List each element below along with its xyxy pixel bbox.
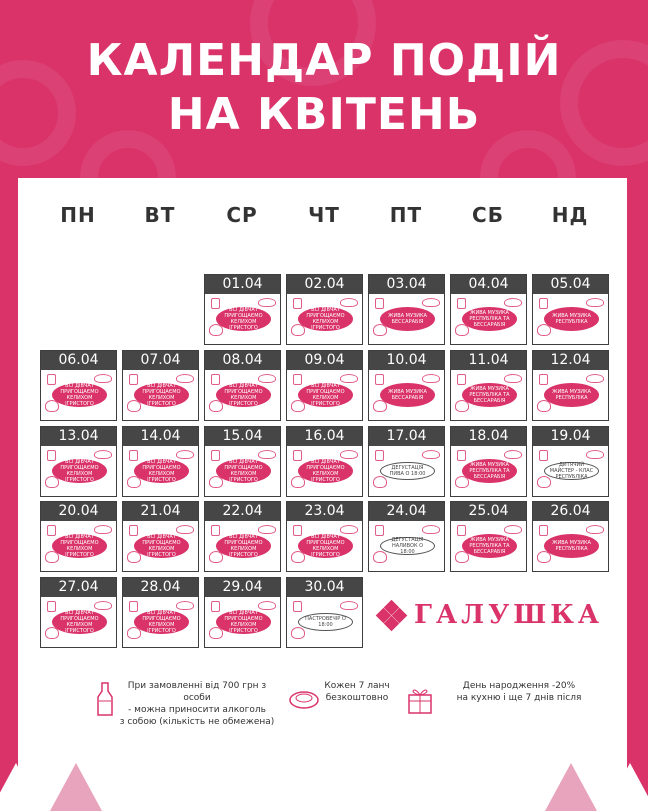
event-label: ЖИВА МУЗИКА РЕСПУБЛІКА ТА БЕССАРАБІЯ [462,459,517,483]
day-date: 09.04 [287,351,362,370]
day-cell[interactable] [532,274,609,345]
doodle-icon [47,525,56,536]
weekday-label: ПТ [389,203,423,227]
doodle-icon [47,450,56,461]
day-date: 10.04 [369,351,444,370]
day-cell[interactable] [450,274,527,345]
day-cell[interactable] [450,350,527,421]
doodle-icon [457,450,466,461]
day-date: 25.04 [451,502,526,521]
page-title [0,34,648,142]
doodle-icon [539,450,548,461]
day-cell[interactable] [368,501,445,572]
doodle-icon [293,450,302,461]
gift-icon [404,681,440,717]
day-cell[interactable] [286,426,363,497]
day-date: 30.04 [287,578,362,597]
title-line-2: НА КВІТЕНЬ [167,89,481,140]
day-date: 16.04 [287,427,362,446]
doodle-icon [94,374,112,383]
day-cell[interactable] [368,350,445,421]
event-label: ЖИВА МУЗИКА РЕСПУБЛІКА [544,307,599,331]
day-date: 06.04 [41,351,116,370]
doodle-icon [340,601,358,610]
pennant-decor [0,763,42,811]
day-cell[interactable] [286,501,363,572]
doodle-icon [586,450,604,459]
title-line-1: КАЛЕНДАР ПОДІЙ [86,35,562,86]
event-label: ВСІ ДІВЧАТ ПРИГОЩАЄМО КЕЛИХОМ ІГРИСТОГО [134,534,189,558]
event-label: ЖИВА МУЗИКА РЕСПУБЛІКА ТА БЕССАРАБІЯ [462,383,517,407]
doodle-icon [176,450,194,459]
day-date: 04.04 [451,275,526,294]
day-date: 20.04 [41,502,116,521]
bottle-icon [94,681,116,717]
doodle-icon [422,525,440,534]
event-label: ДЕГУСТАЦІЯ ПИВА О 18:00 [380,462,435,480]
doodle-icon [422,374,440,383]
day-cell[interactable] [122,426,199,497]
doodle-icon [375,298,384,309]
info-alcohol: При замовленні від 700 грн з особи - можна приносити алкоголь з собою (кількість не обмежена) [119,681,275,727]
doodle-icon [211,525,220,536]
doodle-icon [375,374,384,385]
day-date: 22.04 [205,502,280,521]
day-date: 29.04 [205,578,280,597]
event-label: ЖИВА МУЗИКА БЕССАРАБІЯ [380,307,435,331]
day-cell[interactable] [286,350,363,421]
day-date: 21.04 [123,502,198,521]
day-date: 26.04 [533,502,608,521]
event-label: ЖИВА МУЗИКА БЕССАРАБІЯ [380,383,435,407]
day-cell[interactable] [204,426,281,497]
day-date: 27.04 [41,578,116,597]
day-cell[interactable] [532,501,609,572]
doodle-icon [258,450,276,459]
day-date: 17.04 [369,427,444,446]
doodle-icon [340,374,358,383]
doodle-icon [211,374,220,385]
event-label: ВСІ ДІВЧАТ ПРИГОЩАЄМО КЕЛИХОМ ІГРИСТОГО [52,534,107,558]
day-date: 13.04 [41,427,116,446]
event-label: ВСІ ДІВЧАТ ПРИГОЩАЄМО КЕЛИХОМ ІГРИСТОГО [52,383,107,407]
day-date: 15.04 [205,427,280,446]
event-label: ВСІ ДІВЧАТ ПРИГОЩАЄМО КЕЛИХОМ ІГРИСТОГО [52,610,107,634]
day-date: 12.04 [533,351,608,370]
doodle-icon [586,374,604,383]
info-birthday: День народження -20% на кухню і ще 7 днів після [456,681,582,703]
logo-text: ГАЛУШКА [414,600,604,630]
day-cell[interactable] [122,577,199,648]
day-date: 01.04 [205,275,280,294]
day-cell[interactable] [368,274,445,345]
doodle-icon [258,374,276,383]
logo-mark-icon [378,602,404,628]
day-date: 24.04 [369,502,444,521]
day-cell[interactable] [40,426,117,497]
doodle-icon [94,450,112,459]
day-cell[interactable] [122,501,199,572]
event-label: ДИТЯЧИЙ МАЙСТЕР - КЛАС РЕСПУБЛІКА [544,462,599,480]
event-label: ЖИВА МУЗИКА РЕСПУБЛІКА [544,383,599,407]
info-lunch: Кожен 7 ланч безкоштовно [324,681,390,703]
doodle-icon [457,374,466,385]
day-cell[interactable] [450,426,527,497]
event-label: ВСІ ДІВЧАТ ПРИГОЩАЄМО КЕЛИХОМ ІГРИСТОГО [134,383,189,407]
doodle-icon [176,601,194,610]
doodle-icon [293,374,302,385]
event-label: ВСІ ДІВЧАТ ПРИГОЩАЄМО КЕЛИХОМ ІГРИСТОГО [52,459,107,483]
doodle-icon [293,601,302,612]
day-date: 03.04 [369,275,444,294]
doodle-icon [211,298,220,309]
event-label: ЖИВА МУЗИКА РЕСПУБЛІКА ТА БЕССАРАБІЯ [462,534,517,558]
day-cell[interactable] [286,577,363,648]
doodle-icon [504,374,522,383]
doodle-icon [293,525,302,536]
doodle-icon [94,525,112,534]
event-label: ВСІ ДІВЧАТ ПРИГОЩАЄМО КЕЛИХОМ ІГРИСТОГО [298,307,353,331]
day-date: 23.04 [287,502,362,521]
day-cell[interactable] [368,426,445,497]
event-label: ВСІ ДІВЧАТ ПРИГОЩАЄМО КЕЛИХОМ ІГРИСТОГО [298,459,353,483]
event-label: ВСІ ДІВЧАТ ПРИГОЩАЄМО КЕЛИХОМ ІГРИСТОГО [216,534,271,558]
event-label: ЖИВА МУЗИКА РЕСПУБЛІКА [544,534,599,558]
weekday-label: ВТ [144,203,176,227]
doodle-icon [47,374,56,385]
day-cell[interactable] [40,501,117,572]
doodle-icon [258,525,276,534]
day-date: 07.04 [123,351,198,370]
weekday-label: НД [551,203,589,227]
day-cell[interactable] [532,426,609,497]
doodle-icon [375,450,384,461]
event-label: ВСІ ДІВЧАТ ПРИГОЩАЄМО КЕЛИХОМ ІГРИСТОГО [134,459,189,483]
day-cell[interactable] [286,274,363,345]
pennant-decor [545,763,597,811]
day-cell[interactable] [204,274,281,345]
doodle-icon [373,476,387,488]
doodle-icon [539,525,548,536]
day-date: 28.04 [123,578,198,597]
doodle-icon [504,450,522,459]
event-label: ВСІ ДІВЧАТ ПРИГОЩАЄМО КЕЛИХОМ ІГРИСТОГО [216,383,271,407]
day-date: 11.04 [451,351,526,370]
doodle-icon [258,601,276,610]
doodle-icon [422,298,440,307]
weekday-label: ЧТ [308,203,340,227]
day-cell[interactable] [204,350,281,421]
doodle-icon [258,298,276,307]
doodle-icon [176,374,194,383]
event-label: ВСІ ДІВЧАТ ПРИГОЩАЄМО КЕЛИХОМ ІГРИСТОГО [216,459,271,483]
weekday-label: ПН [60,203,96,227]
doodle-icon [129,601,138,612]
event-label: ВСІ ДІВЧАТ ПРИГОЩАЄМО КЕЛИХОМ ІГРИСТОГО [298,534,353,558]
doodle-icon [211,450,220,461]
doodle-icon [504,525,522,534]
event-label: ВСІ ДІВЧАТ ПРИГОЩАЄМО КЕЛИХОМ ІГРИСТОГО [298,383,353,407]
day-cell[interactable] [204,577,281,648]
day-cell[interactable] [450,501,527,572]
day-date: 08.04 [205,351,280,370]
doodle-icon [586,298,604,307]
doodle-icon [457,525,466,536]
galushka-logo [378,600,603,630]
doodle-icon [340,450,358,459]
event-label: ВСІ ДІВЧАТ ПРИГОЩАЄМО КЕЛИХОМ ІГРИСТОГО [134,610,189,634]
doodle-icon [375,525,384,536]
doodle-icon [293,298,302,309]
event-label: ЖИВА МУЗИКА РЕСПУБЛІКА ТА БЕССАРАБІЯ [462,307,517,331]
weekday-label: СР [226,203,258,227]
doodle-icon [422,450,440,459]
day-cell[interactable] [40,577,117,648]
doodle-icon [211,601,220,612]
day-date: 02.04 [287,275,362,294]
doodle-icon [586,525,604,534]
day-cell[interactable] [122,350,199,421]
doodle-icon [129,374,138,385]
day-cell[interactable] [40,350,117,421]
day-date: 19.04 [533,427,608,446]
event-label: ПАСТРОВЕЧІР О 18:00 [298,613,353,631]
dish-icon [288,686,320,710]
pennant-decor [604,763,648,811]
weekday-label: СБ [472,203,504,227]
pennant-decor [50,763,102,811]
doodle-icon [129,525,138,536]
doodle-icon [340,298,358,307]
day-date: 05.04 [533,275,608,294]
event-label: ДЕГУСТАЦІЯ НАЛИВОК О 18:00 [380,537,435,555]
day-cell[interactable] [532,350,609,421]
event-label: ВСІ ДІВЧАТ ПРИГОЩАЄМО КЕЛИХОМ ІГРИСТОГО [216,610,271,634]
day-date: 18.04 [451,427,526,446]
doodle-icon [504,298,522,307]
doodle-icon [457,298,466,309]
day-cell[interactable] [204,501,281,572]
doodle-icon [539,374,548,385]
doodle-icon [94,601,112,610]
doodle-icon [47,601,56,612]
doodle-icon [291,627,305,639]
doodle-icon [340,525,358,534]
day-date: 14.04 [123,427,198,446]
doodle-icon [129,450,138,461]
event-label: ВСІ ДІВЧАТ ПРИГОЩАЄМО КЕЛИХОМ ІГРИСТОГО [216,307,271,331]
doodle-icon [176,525,194,534]
doodle-icon [539,298,548,309]
